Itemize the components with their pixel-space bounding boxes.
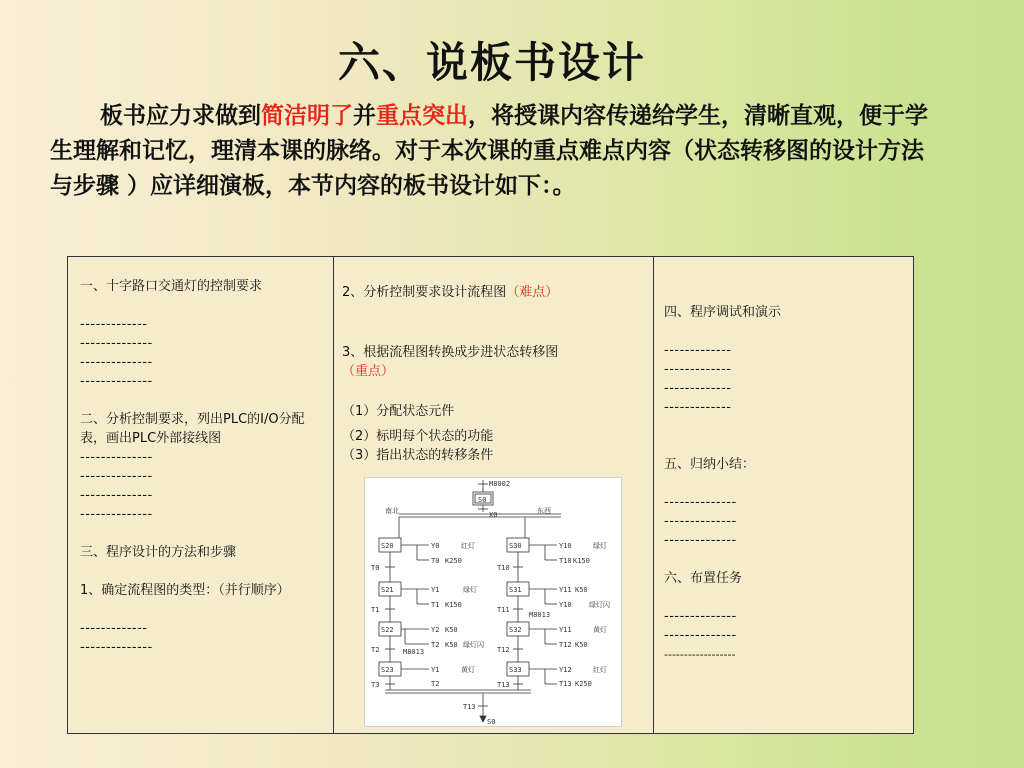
board-column-left [68,257,334,733]
placeholder-line: -------------- [80,374,153,389]
svg-text:Y0: Y0 [431,542,440,550]
placeholder-line: ------------- [664,400,732,415]
svg-text:S0: S0 [478,496,487,504]
svg-text:T10: T10 [559,557,572,565]
svg-text:K50: K50 [575,641,588,649]
placeholder-line: -------------- [664,609,737,624]
svg-text:Y10: Y10 [559,542,572,550]
svg-text:S0: S0 [487,718,496,726]
svg-text:T13: T13 [559,680,572,688]
step-analyze-flowchart: 2、分析控制要求设计流程图（难点） [342,285,559,300]
substep-transition-conditions: （3）指出状态的转移条件 [342,448,494,463]
svg-text:S31: S31 [509,586,522,594]
placeholder-line: -------------- [80,336,153,351]
svg-text:T12: T12 [559,641,572,649]
step-flowchart-type: 1、确定流程图的类型：（并行顺序） [80,583,290,598]
blackboard-layout-table [67,256,914,734]
svg-text:K250: K250 [445,557,462,565]
svg-text:东西: 东西 [537,507,551,515]
svg-text:绿灯: 绿灯 [593,542,607,550]
svg-text:K50: K50 [575,586,588,594]
svg-text:T1: T1 [431,601,440,609]
svg-text:Y1: Y1 [431,586,440,594]
heading-design-method: 三、程序设计的方法和步骤 [80,545,237,560]
svg-text:Y10: Y10 [559,601,572,609]
svg-text:S21: S21 [381,586,394,594]
sfc-svg [365,478,621,726]
heading-io-analysis: 二、分析控制要求，列出PLC的I/O分配表，画出PLC外部接线图 [80,412,305,446]
placeholder-line: ------------- [664,381,732,396]
placeholder-line: ------------- [664,343,732,358]
placeholder-line: -------------- [80,450,153,465]
svg-text:T2: T2 [431,680,440,688]
svg-text:M8013: M8013 [403,648,425,656]
heading-traffic-requirements: 一、十字路口交通灯的控制要求 [80,279,263,294]
placeholder-line: -------------- [664,514,737,529]
svg-text:Y2: Y2 [431,626,440,634]
svg-text:S33: S33 [509,666,522,674]
svg-text:S32: S32 [509,626,522,634]
intro-part2: 并 [353,102,376,129]
intro-highlight-concise: 简洁明了 [261,102,353,129]
svg-text:K50: K50 [445,626,458,634]
substep-assign-states: （1）分配状态元件 [342,404,455,419]
board-column-middle [334,257,654,733]
key-point-tag: （重点） [342,364,395,379]
placeholder-line: -------------- [80,355,153,370]
placeholder-line: -------------- [80,488,153,503]
svg-text:T0: T0 [431,557,440,565]
placeholder-line: -------------- [664,628,737,643]
svg-text:T11: T11 [497,606,510,614]
svg-text:Y11: Y11 [559,586,572,594]
svg-text:M8013: M8013 [529,611,551,619]
svg-text:绿灯: 绿灯 [463,586,477,594]
svg-text:S20: S20 [381,542,394,550]
svg-text:S30: S30 [509,542,522,550]
placeholder-line: ------------- [80,317,148,332]
svg-text:T2: T2 [431,641,440,649]
svg-text:绿灯闪: 绿灯闪 [463,641,484,649]
intro-part3: ，将授课内容传递给学生，清晰直观，便于学生理解和记忆，理清本课的脉络。对于本次课的重点难点内容（状态转移图的设计方法与步骤 ）应详细演板，本节内容的板书设计如下：。 [50,102,928,199]
placeholder-line: -------------- [664,495,737,510]
svg-text:Y12: Y12 [559,666,572,674]
step-convert-sfc: 3、根据流程图转换成步进状态转移图 （重点） [342,345,559,379]
svg-text:绿灯闪: 绿灯闪 [589,601,610,609]
placeholder-line: -------------- [80,507,153,522]
heading-debug-demo: 四、程序调试和演示 [664,305,782,320]
placeholder-line: -------------- [80,640,153,655]
placeholder-line: -------------- [664,533,737,548]
svg-text:黄灯: 黄灯 [461,666,475,674]
heading-assignments: 六、布置任务 [664,571,743,586]
svg-text:M8002: M8002 [489,480,511,488]
svg-text:S23: S23 [381,666,394,674]
svg-text:K150: K150 [445,601,462,609]
svg-text:K250: K250 [575,680,592,688]
svg-text:Y1: Y1 [431,666,440,674]
svg-text:红灯: 红灯 [593,666,607,674]
slide-title: 六、说板书设计 [337,38,646,87]
svg-text:T10: T10 [497,564,510,572]
substep-label-functions: （2）标明每个状态的功能 [342,429,494,444]
heading-summary: 五、归纳小结： [664,457,756,472]
difficulty-tag: （难点） [506,285,559,300]
svg-text:X0: X0 [489,511,498,519]
placeholder-line: ------------- [664,362,732,377]
svg-text:红灯: 红灯 [461,542,475,550]
svg-text:K150: K150 [573,557,590,565]
placeholder-line: ------------- [80,621,148,636]
svg-text:T2: T2 [371,646,380,654]
placeholder-line: ------------------ [664,648,736,661]
svg-text:K50: K50 [445,641,458,649]
placeholder-line: -------------- [80,469,153,484]
state-transition-diagram [364,477,622,727]
svg-text:T1: T1 [371,606,380,614]
svg-text:T3: T3 [371,681,380,689]
intro-paragraph [50,98,940,203]
svg-text:T0: T0 [371,564,380,572]
svg-text:南北: 南北 [385,507,399,515]
svg-text:T13: T13 [463,703,476,711]
svg-text:Y11: Y11 [559,626,572,634]
intro-part1: 板书应力求做到 [100,102,261,129]
board-column-right [654,257,913,733]
svg-text:T13: T13 [497,681,510,689]
svg-text:T12: T12 [497,646,510,654]
svg-text:S22: S22 [381,626,394,634]
intro-highlight-focus: 重点突出 [376,102,468,129]
svg-text:黄灯: 黄灯 [593,626,607,634]
